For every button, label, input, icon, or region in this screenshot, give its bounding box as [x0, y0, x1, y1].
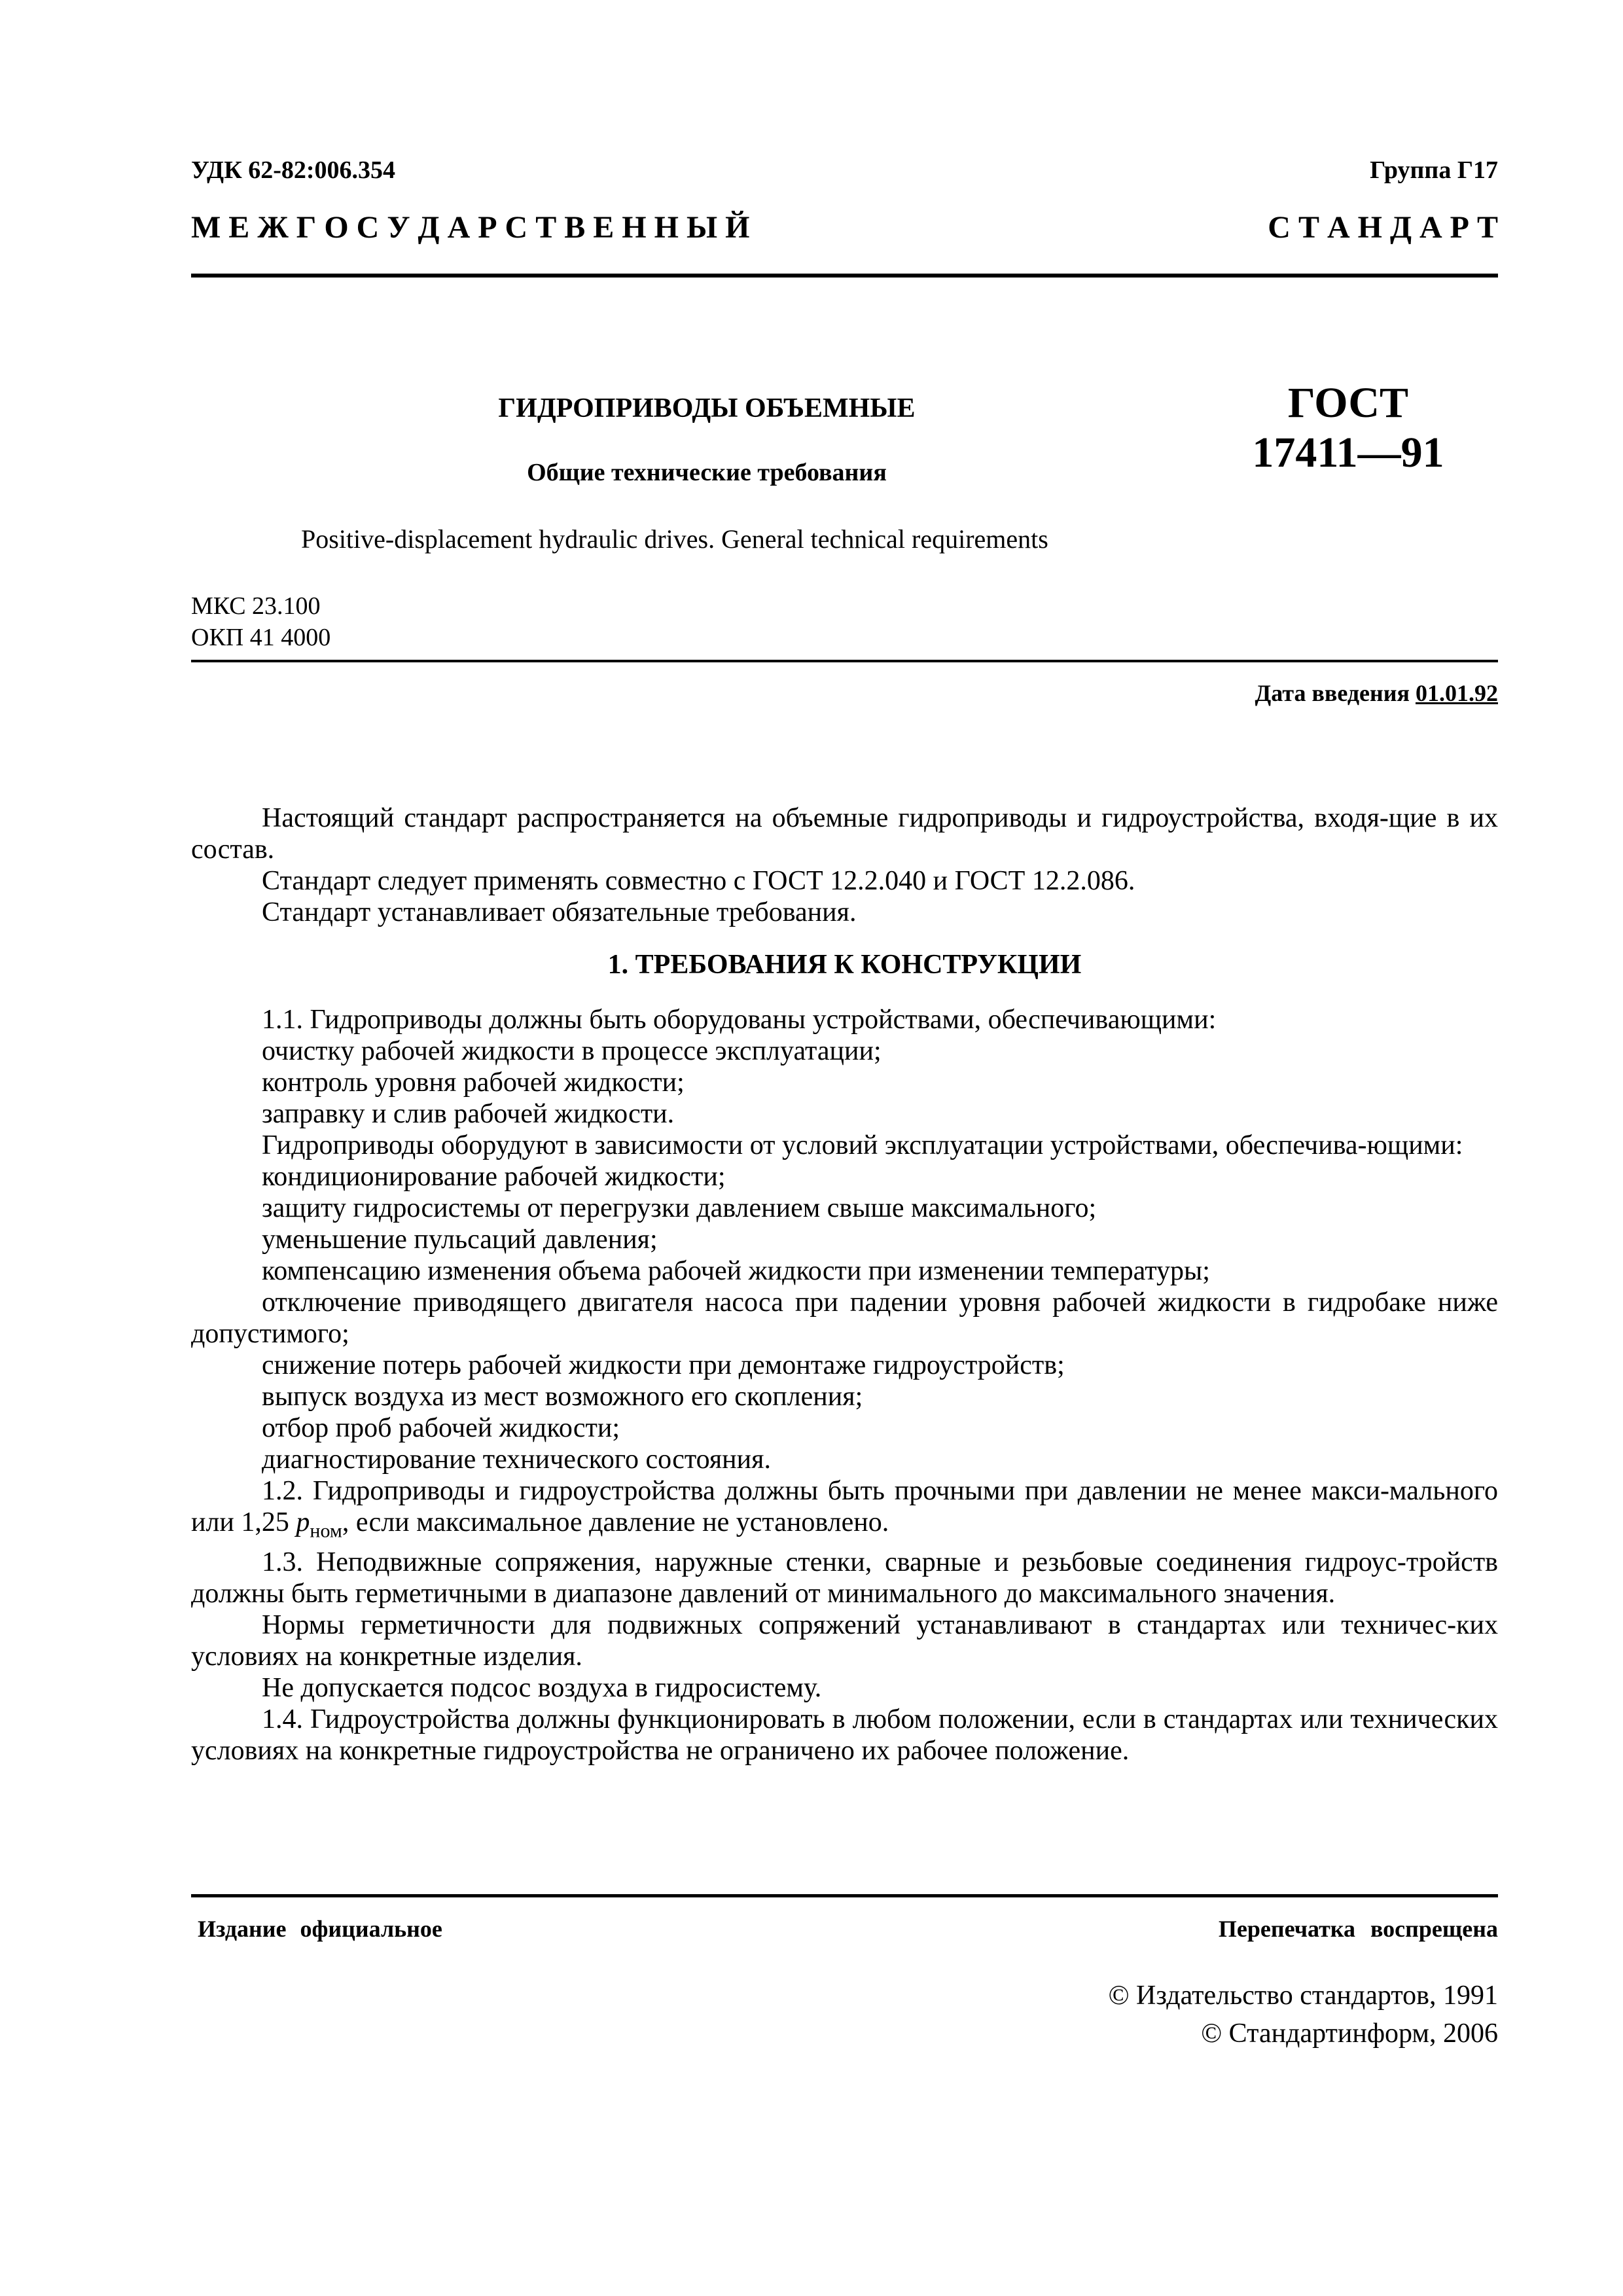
list-item: контроль уровня рабочей жидкости; [262, 1067, 685, 1098]
document-body [191, 802, 1498, 1767]
list-item: выпуск воздуха из мест возможного его скопления; [262, 1382, 863, 1412]
header-rule [191, 274, 1498, 278]
gost-number-block [1230, 378, 1466, 478]
clause-1-1-extra: Гидроприводы оборудуют в зависимости от условий эксплуатации устройствами, обеспечива-ющими: [262, 1130, 1463, 1160]
classification-codes [191, 590, 330, 653]
list-item: компенсацию изменения объема рабочей жидкости при изменении температуры; [262, 1256, 1210, 1286]
okp-code: ОКП 41 4000 [191, 624, 331, 651]
standard-label: С Т А Н Д А Р Т [1268, 210, 1498, 245]
section-heading: 1. ТРЕБОВАНИЯ К КОНСТРУКЦИИ [607, 950, 1082, 980]
list-item: отключение приводящего двигателя насоса при падении уровня рабочей жидкости в гидробаке ниже допустимого; [191, 1287, 1498, 1349]
list-item: снижение потерь рабочей жидкости при демонтаже гидроустройств; [262, 1350, 1065, 1380]
copyright-block [1109, 1977, 1498, 2053]
introduction-date [1255, 679, 1499, 707]
footer-rule [191, 1894, 1498, 1897]
list-item: отбор проб рабочей жидкости; [262, 1413, 620, 1443]
document-subtitle: Общие технические требования [527, 459, 887, 486]
udk-code: УДК 62-82:006.354 [191, 156, 396, 184]
date-label: Дата введения [1255, 680, 1410, 706]
clause-1-3: 1.3. Неподвижные сопряжения, наружные стенки, сварные и резьбовые соединения гидроус-тройств должны быть герметичными в диапазоне давлений от минимального до максимального значения. [191, 1547, 1498, 1609]
list-item: защиту гидросистемы от перегрузки давлением свыше максимального; [262, 1193, 1097, 1223]
list-item: заправку и слив рабочей жидкости. [262, 1099, 675, 1129]
date-value: 01.01.92 [1416, 680, 1498, 706]
interstate-label: М Е Ж Г О С У Д А Р С Т В Е Н Н Ы Й [191, 210, 750, 245]
pressure-subscript: ном [310, 1520, 342, 1542]
clause-1-4: 1.4. Гидроустройства должны функционировать в любом положении, если в стандартах или технических условиях на конкретные гидроустройства не ограничено их рабочее положение. [191, 1704, 1498, 1767]
copyright-line: © Издательство стандартов, 1991 [1108, 1981, 1498, 2011]
clause-1-1: 1.1. Гидроприводы должны быть оборудованы устройствами, обеспечивающими: [262, 1005, 1217, 1035]
list-item: кондиционирование рабочей жидкости; [262, 1162, 726, 1192]
gost-label: ГОСТ [1287, 379, 1409, 427]
intro-paragraph: Стандарт устанавливает обязательные требования. [262, 897, 857, 927]
intro-paragraph: Настоящий стандарт распространяется на объемные гидроприводы и гидроустройства, входя-щие в их состав. [191, 803, 1498, 865]
group-code: Группа Г17 [1370, 156, 1498, 184]
pressure-symbol: p [296, 1507, 310, 1537]
list-item: диагностирование технического состояния. [262, 1444, 771, 1475]
clause-1-3-air: Не допускается подсос воздуха в гидросистему. [262, 1673, 822, 1704]
clause-1-2 [191, 1475, 1498, 1547]
official-edition-label: Издание официальное [198, 1916, 442, 1942]
list-item: уменьшение пульсаций давления; [262, 1225, 658, 1255]
list-item: очистку рабочей жидкости в процессе эксплуатации; [262, 1036, 882, 1066]
nominal-pressure-symbol [296, 1507, 342, 1542]
reprint-prohibited-label: Перепечатка воспрещена [1218, 1916, 1498, 1942]
document-title: ГИДРОПРИВОДЫ ОБЪЕМНЫЕ [498, 393, 916, 423]
copyright-line: © Стандартинформ, 2006 [1201, 2018, 1498, 2049]
codes-rule [191, 660, 1498, 662]
clause-1-2-tail: , если максимальное давление не установлено. [342, 1507, 889, 1537]
mks-code: МКС 23.100 [191, 592, 321, 620]
intro-paragraph: Стандарт следует применять совместно с ГОСТ 12.2.040 и ГОСТ 12.2.086. [262, 866, 1135, 896]
english-title: Positive-displacement hydraulic drives. General technical requirements [301, 524, 1048, 554]
gost-number: 17411—91 [1252, 429, 1444, 476]
interstate-standard-banner [191, 209, 1498, 245]
clause-1-2-text: 1.2. Гидроприводы и гидроустройства должны быть прочными при давлении не менее макси-мального или 1,25 [191, 1476, 1498, 1537]
clause-1-3-norms: Нормы герметичности для подвижных сопряжений устанавливают в стандартах или техничес-ких условиях на конкретные изделия. [191, 1610, 1498, 1672]
